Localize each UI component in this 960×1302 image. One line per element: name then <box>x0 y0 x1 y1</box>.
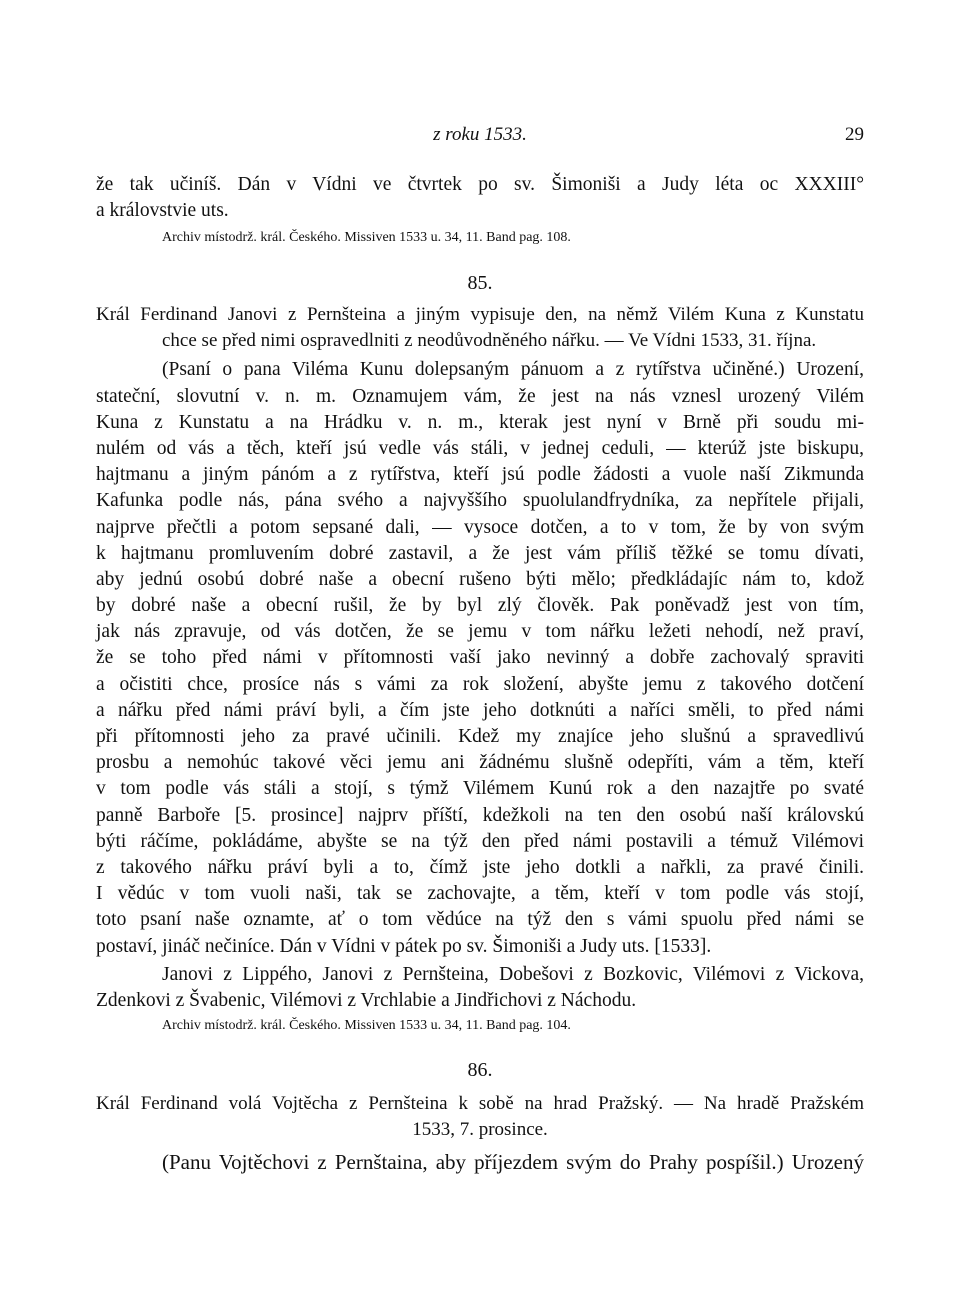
archive-note: Archiv místodrž. král. Českého. Missiven 1533 u. 34, 11. Band pag. 104. <box>162 1018 571 1034</box>
addressee-line: Janovi z Lippého, Janovi z Pernšteina, Dobešovi z Bozkovic, Vilémovi z Vickova, <box>162 963 864 985</box>
body-line: a očistiti chce, prosíce nás s vámi za rok složení, abyšte jemu z takového dotčení <box>96 673 864 695</box>
text-line: a královstvie uts. <box>96 200 229 222</box>
body-line: postaví, jináč nečiníce. Dán v Vídni v pátek po sv. Šimoniši a Judy uts. [1533]. <box>96 935 712 957</box>
body-line: toto psaní naše oznamte, ať o tom vědúce na týž den s vámi spuolu před námi se <box>96 909 864 931</box>
regest-line: Král Ferdinand volá Vojtěcha z Pernšteina k sobě na hrad Pražský. — Na hradě Pražském <box>96 1093 864 1114</box>
body-line: by dobré naše a obecní rušil, že by byl zlý člověk. Pak poněvadž jest von tím, <box>96 595 864 617</box>
addressees <box>96 962 864 1014</box>
body-line: panně Barboře [5. prosince] najprv příští, kdežkoli na ten den osobú naší královskú <box>96 804 864 826</box>
body-line: k hajtmanu promluvením dobré zastavil, a že jest vám příliš těžké se tomu dívati, <box>96 542 864 564</box>
body-line: že se toho před námi v přítomnosti vaší jako nevinný a dobře zachovalý spraviti <box>96 647 864 669</box>
body-line: Kuna z Kunstatu a na Hrádku v. n. m., kterak jest nyní v Brně při soudu mi- <box>96 411 864 433</box>
document-number: 85. <box>467 272 493 294</box>
body-line: stateční, slovutní v. n. m. Oznamujem vám, že jest na nás vznesl urozený Vilém <box>96 385 864 407</box>
document-regest <box>96 1091 864 1143</box>
body-line: (Psaní o pana Viléma Kunu dolepsaným pánuom a z rytířstva učiněné.) Urození, <box>162 359 864 381</box>
document-86 <box>96 1057 864 1176</box>
body-line: při přítomnosti jeho za pravé učinili. Kdež my znajíce jeho slušnú a spravedlivú <box>96 726 864 747</box>
previous-document-ending <box>96 172 864 248</box>
body-line: z takového nářku práví byli a to, čímž jste jeho dotkli a nařkli, za pravé činili. <box>96 856 864 878</box>
body-line: nulém od vás a těch, kteří jsú vedle vás stáli, v jednej ceduli, — kterúž jste biskupu, <box>96 437 864 459</box>
document-regest <box>96 302 864 354</box>
running-head <box>96 124 864 150</box>
body-line: hajtmanu a jiným pánóm a z rytířstva, kteří jsú podle žádosti a vuole naší Zikmunda <box>96 464 864 486</box>
body-line: aby jednú osobú dobré naše a obecní rušeno býti mělo; předkládajíc nám to, kdož <box>96 568 864 590</box>
addressee-line: Zdenkovi z Švabenic, Vilémovi z Vrchlabie a Jindřichovi z Náchodu. <box>96 989 637 1011</box>
page-number: 29 <box>845 124 864 145</box>
text-line: že tak učiníš. Dán v Vídni ve čtvrtek po sv. Šimoniši a Judy léta oc XXXIII° <box>96 174 864 195</box>
regest-line: 1533, 7. prosince. <box>412 1119 548 1141</box>
body-line: (Panu Vojtěchovi z Pernštaina, aby příjezdem svým do Prahy pospíšil.) Urozený <box>162 1150 864 1175</box>
document-body <box>96 1149 864 1175</box>
regest-line: Král Ferdinand Janovi z Pernšteina a jiným vypisuje den, na němž Vilém Kuna z Kunstatu <box>96 304 864 325</box>
document-body <box>96 357 864 959</box>
body-line: Kafunka podle nás, pána svého a najvyššího spuolulandfrydníka, za nepřítele přijali, <box>96 490 864 512</box>
body-line: prosbu a nemohúc takové věci jemu ani žádnému slušně odepříti, vám a těm, kteří <box>96 752 864 774</box>
body-line: jak nás zpravuje, od vás dotčen, že se jemu v tom nářku ležeti nehodí, než praví, <box>96 621 864 643</box>
regest-line: chce se před nimi ospravedlniti z neodůvodněného nářku. — Ve Vídni 1533, 31. října. <box>162 330 817 352</box>
archive-note: Archiv místodrž. král. Českého. Missiven 1533 u. 34, 11. Band pag. 108. <box>162 230 571 246</box>
document-number: 86. <box>467 1059 493 1081</box>
body-line: I vědúc v tom vuoli naši, tak se zachovajte, a těm, kteří v tom podle vás stojí, <box>96 883 864 905</box>
body-line: v tom podle vás stáli a stojí, s týmž Vilémem Kunú rok a den nazajtře po svaté <box>96 778 864 800</box>
running-title: z roku 1533. <box>433 124 527 145</box>
body-line: býti ráčíme, pokládáme, abyšte se na týž den před námi postavili a témuž Vilémovi <box>96 830 864 852</box>
document-85 <box>96 270 864 1036</box>
body-line: najprve přečtli a potom sepsané dali, — vysoce dotčen, a to v tom, že by von svým <box>96 516 864 538</box>
body-line: a nářku před námi práví byli, a čím jste jeho dotknúti a naříci směli, to před námi <box>96 699 864 721</box>
